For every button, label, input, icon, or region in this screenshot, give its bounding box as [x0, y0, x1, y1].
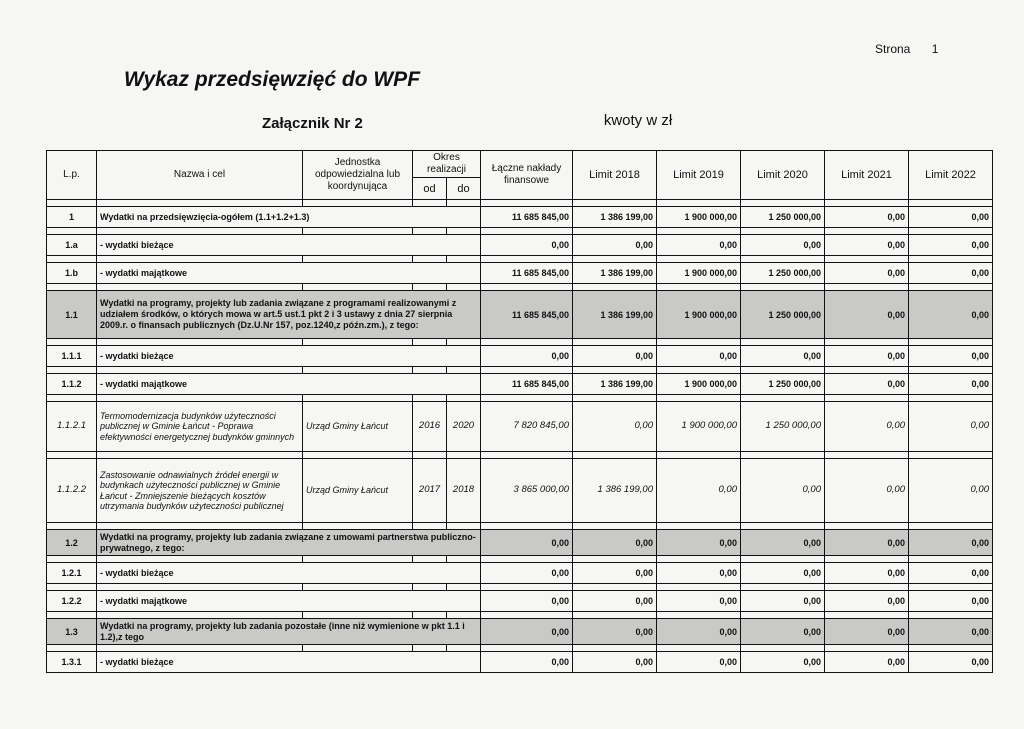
row-limit: 0,00	[741, 563, 825, 584]
spacer-cell	[481, 584, 573, 591]
row-limit: 0,00	[909, 591, 993, 612]
row-limit: 0,00	[825, 374, 909, 395]
header-limit-2018: Limit 2018	[573, 151, 657, 200]
spacer-cell	[481, 556, 573, 563]
spacer-cell	[447, 584, 481, 591]
spacer-cell	[413, 200, 447, 207]
row-limit: 1 900 000,00	[657, 374, 741, 395]
row-limit: 1 386 199,00	[573, 207, 657, 228]
spacer-cell	[909, 645, 993, 652]
spacer-cell	[573, 452, 657, 459]
spacer-cell	[909, 284, 993, 291]
spacer-cell	[97, 612, 303, 619]
spacer-cell	[413, 395, 447, 402]
row-name: Wydatki na programy, projekty lub zadania związane z umowami partnerstwa publiczno-prywatnego, z tego:	[97, 530, 481, 556]
spacer-cell	[481, 339, 573, 346]
spacer-cell	[47, 339, 97, 346]
spacer-cell	[481, 284, 573, 291]
spacer-cell	[573, 284, 657, 291]
spacer-cell	[573, 556, 657, 563]
header-to: do	[447, 178, 481, 200]
spacer-cell	[825, 645, 909, 652]
table-row	[47, 374, 993, 395]
spacer-cell	[97, 200, 303, 207]
row-limit: 0,00	[573, 346, 657, 367]
spacer-cell	[97, 523, 303, 530]
spacer-cell	[825, 523, 909, 530]
header-from: od	[413, 178, 447, 200]
row-spacer	[47, 556, 993, 563]
row-spacer	[47, 645, 993, 652]
spacer-cell	[97, 556, 303, 563]
row-limit: 0,00	[825, 652, 909, 673]
row-limit: 0,00	[741, 235, 825, 256]
spacer-cell	[825, 452, 909, 459]
row-limit: 0,00	[825, 591, 909, 612]
spacer-cell	[573, 339, 657, 346]
row-limit: 0,00	[657, 235, 741, 256]
row-lp: 1.b	[47, 263, 97, 284]
spacer-cell	[413, 612, 447, 619]
row-limit: 0,00	[741, 459, 825, 523]
spacer-cell	[657, 395, 741, 402]
spacer-cell	[657, 523, 741, 530]
row-lp: 1.3.1	[47, 652, 97, 673]
spacer-cell	[97, 452, 303, 459]
row-total: 0,00	[481, 652, 573, 673]
spacer-cell	[447, 256, 481, 263]
row-name: - wydatki majątkowe	[97, 591, 481, 612]
row-spacer	[47, 367, 993, 374]
spacer-cell	[825, 584, 909, 591]
spacer-cell	[573, 200, 657, 207]
row-limit: 0,00	[657, 459, 741, 523]
row-limit: 0,00	[825, 207, 909, 228]
table-row	[47, 235, 993, 256]
row-limit: 1 250 000,00	[741, 374, 825, 395]
row-from: 2016	[413, 402, 447, 452]
row-spacer	[47, 395, 993, 402]
row-limit: 0,00	[741, 652, 825, 673]
spacer-cell	[909, 395, 993, 402]
row-total: 11 685 845,00	[481, 263, 573, 284]
page-number-value: 1	[931, 42, 939, 56]
spacer-cell	[825, 339, 909, 346]
spacer-cell	[413, 452, 447, 459]
spacer-cell	[413, 228, 447, 235]
spacer-cell	[825, 284, 909, 291]
spacer-cell	[303, 523, 413, 530]
row-limit: 0,00	[825, 346, 909, 367]
row-limit: 0,00	[657, 619, 741, 645]
spacer-cell	[97, 339, 303, 346]
spacer-cell	[741, 556, 825, 563]
spacer-cell	[303, 584, 413, 591]
row-lp: 1.2.2	[47, 591, 97, 612]
row-total: 11 685 845,00	[481, 374, 573, 395]
table-row	[47, 459, 993, 523]
row-limit: 0,00	[825, 459, 909, 523]
spacer-cell	[825, 556, 909, 563]
row-limit: 1 386 199,00	[573, 459, 657, 523]
spacer-cell	[909, 523, 993, 530]
spacer-cell	[303, 612, 413, 619]
spacer-cell	[909, 256, 993, 263]
document-title: Wykaz przedsięwzięć do WPF	[124, 68, 421, 91]
row-limit: 0,00	[825, 619, 909, 645]
row-name: - wydatki bieżące	[97, 346, 481, 367]
row-limit: 0,00	[657, 346, 741, 367]
attachment-title: Załącznik Nr 2	[262, 115, 363, 132]
table-row	[47, 530, 993, 556]
spacer-cell	[657, 612, 741, 619]
header-total: Łączne nakłady finansowe	[481, 151, 573, 200]
spacer-cell	[825, 256, 909, 263]
spacer-cell	[909, 556, 993, 563]
row-to: 2018	[447, 459, 481, 523]
spacer-cell	[481, 200, 573, 207]
spacer-cell	[303, 256, 413, 263]
spacer-cell	[657, 452, 741, 459]
header-unit: Jednostka odpowiedzialna lub koordynująca	[303, 151, 413, 200]
spacer-cell	[741, 452, 825, 459]
table-row	[47, 291, 993, 339]
spacer-cell	[481, 256, 573, 263]
row-total: 11 685 845,00	[481, 207, 573, 228]
row-name: Zastosowanie odnawialnych źródeł energii w budynkach użyteczności publicznej w Gminie Łańcut - Zmniejszenie bieżących kosztów utrzymania budynków użyteczności publicznej	[97, 459, 303, 523]
spacer-cell	[657, 556, 741, 563]
spacer-cell	[303, 452, 413, 459]
spacer-cell	[47, 645, 97, 652]
row-name: - wydatki bieżące	[97, 235, 481, 256]
row-lp: 1.1.2.1	[47, 402, 97, 452]
spacer-cell	[97, 584, 303, 591]
table-row	[47, 563, 993, 584]
row-limit: 0,00	[909, 459, 993, 523]
spacer-cell	[741, 200, 825, 207]
spacer-cell	[303, 556, 413, 563]
row-name: - wydatki bieżące	[97, 652, 481, 673]
row-limit: 1 386 199,00	[573, 374, 657, 395]
spacer-cell	[413, 584, 447, 591]
spacer-cell	[303, 339, 413, 346]
unit-label: kwoty w zł	[603, 112, 673, 129]
page-number	[875, 42, 938, 56]
spacer-cell	[447, 228, 481, 235]
row-limit: 1 900 000,00	[657, 291, 741, 339]
row-limit: 0,00	[909, 374, 993, 395]
row-limit: 0,00	[909, 207, 993, 228]
header-limit-2019: Limit 2019	[657, 151, 741, 200]
table-row	[47, 346, 993, 367]
spacer-cell	[47, 284, 97, 291]
row-limit: 1 900 000,00	[657, 207, 741, 228]
spacer-cell	[447, 200, 481, 207]
row-name: Wydatki na programy, projekty lub zadania związane z programami realizowanymi z udziałem środków, o których mowa w art.5 ust.1 pkt 2 i 3 ustawy z dnia 27 sierpnia 2009.r. o finansach publicznych (Dz.U.Nr 157, poz.1240,z późn.zm.), z tego:	[97, 291, 481, 339]
row-limit: 1 900 000,00	[657, 263, 741, 284]
spacer-cell	[657, 367, 741, 374]
spacer-cell	[657, 584, 741, 591]
row-spacer	[47, 584, 993, 591]
spacer-cell	[97, 395, 303, 402]
row-limit: 0,00	[741, 619, 825, 645]
row-limit: 0,00	[909, 563, 993, 584]
spacer-cell	[657, 228, 741, 235]
spacer-cell	[741, 228, 825, 235]
row-spacer	[47, 228, 993, 235]
row-spacer	[47, 612, 993, 619]
spacer-cell	[481, 523, 573, 530]
row-limit: 0,00	[573, 619, 657, 645]
row-total: 11 685 845,00	[481, 291, 573, 339]
row-limit: 0,00	[657, 652, 741, 673]
spacer-cell	[481, 395, 573, 402]
row-lp: 1.2.1	[47, 563, 97, 584]
spacer-cell	[47, 395, 97, 402]
spacer-cell	[447, 284, 481, 291]
row-lp: 1.1.2.2	[47, 459, 97, 523]
row-limit: 0,00	[657, 530, 741, 556]
row-limit: 0,00	[825, 291, 909, 339]
row-total: 0,00	[481, 235, 573, 256]
row-limit: 0,00	[741, 591, 825, 612]
spacer-cell	[447, 645, 481, 652]
row-limit: 0,00	[657, 591, 741, 612]
spacer-cell	[909, 200, 993, 207]
spacer-cell	[303, 645, 413, 652]
row-total: 0,00	[481, 346, 573, 367]
row-total: 0,00	[481, 591, 573, 612]
spacer-cell	[413, 645, 447, 652]
spacer-cell	[825, 612, 909, 619]
spacer-cell	[741, 645, 825, 652]
row-spacer	[47, 452, 993, 459]
row-spacer	[47, 256, 993, 263]
spacer-cell	[657, 284, 741, 291]
row-limit: 0,00	[909, 619, 993, 645]
spacer-cell	[825, 200, 909, 207]
row-limit: 0,00	[657, 563, 741, 584]
row-limit: 0,00	[909, 291, 993, 339]
spacer-cell	[573, 395, 657, 402]
row-limit: 1 386 199,00	[573, 291, 657, 339]
spacer-cell	[573, 645, 657, 652]
row-name: - wydatki majątkowe	[97, 263, 481, 284]
spacer-cell	[47, 228, 97, 235]
spacer-cell	[447, 395, 481, 402]
spacer-cell	[97, 228, 303, 235]
row-limit: 1 900 000,00	[657, 402, 741, 452]
row-limit: 1 250 000,00	[741, 291, 825, 339]
row-lp: 1	[47, 207, 97, 228]
spacer-cell	[741, 612, 825, 619]
row-lp: 1.a	[47, 235, 97, 256]
spacer-cell	[303, 395, 413, 402]
spacer-cell	[909, 367, 993, 374]
row-unit: Urząd Gminy Łańcut	[303, 459, 413, 523]
row-spacer	[47, 284, 993, 291]
spacer-cell	[573, 612, 657, 619]
row-lp: 1.2	[47, 530, 97, 556]
spacer-cell	[909, 584, 993, 591]
spacer-cell	[741, 284, 825, 291]
spacer-cell	[97, 284, 303, 291]
row-total: 0,00	[481, 530, 573, 556]
spacer-cell	[47, 612, 97, 619]
row-limit: 0,00	[825, 263, 909, 284]
spacer-cell	[573, 228, 657, 235]
row-limit: 0,00	[909, 235, 993, 256]
spacer-cell	[97, 256, 303, 263]
row-to: 2020	[447, 402, 481, 452]
spacer-cell	[413, 523, 447, 530]
spacer-cell	[573, 584, 657, 591]
row-limit: 0,00	[909, 652, 993, 673]
row-limit: 0,00	[825, 235, 909, 256]
spacer-cell	[47, 584, 97, 591]
spacer-cell	[303, 228, 413, 235]
spacer-cell	[97, 645, 303, 652]
spacer-cell	[303, 367, 413, 374]
spacer-cell	[47, 452, 97, 459]
row-limit: 0,00	[741, 530, 825, 556]
spacer-cell	[481, 452, 573, 459]
header-name: Nazwa i cel	[97, 151, 303, 200]
row-limit: 0,00	[909, 402, 993, 452]
header-period: Okres realizacji	[413, 151, 481, 178]
row-limit: 1 386 199,00	[573, 263, 657, 284]
row-lp: 1.1.2	[47, 374, 97, 395]
row-limit: 0,00	[573, 591, 657, 612]
row-limit: 0,00	[909, 346, 993, 367]
row-limit: 1 250 000,00	[741, 263, 825, 284]
spacer-cell	[909, 612, 993, 619]
spacer-cell	[47, 523, 97, 530]
row-spacer	[47, 200, 993, 207]
spacer-cell	[303, 284, 413, 291]
table-body	[47, 200, 993, 673]
spacer-cell	[481, 612, 573, 619]
spacer-cell	[47, 256, 97, 263]
table-row	[47, 591, 993, 612]
row-name: Termomodernizacja budynków użyteczności publicznej w Gminie Łańcut - Poprawa efektywności energetycznej budynków gminnych	[97, 402, 303, 452]
spacer-cell	[481, 367, 573, 374]
spacer-cell	[573, 523, 657, 530]
spacer-cell	[47, 367, 97, 374]
spacer-cell	[657, 200, 741, 207]
spacer-cell	[573, 367, 657, 374]
header-limit-2022: Limit 2022	[909, 151, 993, 200]
row-lp: 1.3	[47, 619, 97, 645]
spacer-cell	[909, 339, 993, 346]
spacer-cell	[909, 228, 993, 235]
spacer-cell	[447, 523, 481, 530]
spacer-cell	[413, 367, 447, 374]
spacer-cell	[657, 339, 741, 346]
spacer-cell	[447, 367, 481, 374]
row-limit: 0,00	[825, 530, 909, 556]
spacer-cell	[481, 228, 573, 235]
row-limit: 0,00	[573, 563, 657, 584]
table-row	[47, 263, 993, 284]
header-limit-2021: Limit 2021	[825, 151, 909, 200]
row-name: Wydatki na przedsięwzięcia-ogółem (1.1+1.2+1.3)	[97, 207, 481, 228]
page-label: Strona	[875, 42, 911, 56]
header-lp: L.p.	[47, 151, 97, 200]
spacer-cell	[413, 339, 447, 346]
spacer-cell	[657, 645, 741, 652]
spacer-cell	[825, 367, 909, 374]
row-limit: 0,00	[573, 235, 657, 256]
row-limit: 0,00	[825, 563, 909, 584]
table-row	[47, 652, 993, 673]
row-spacer	[47, 523, 993, 530]
row-limit: 0,00	[909, 263, 993, 284]
row-from: 2017	[413, 459, 447, 523]
spacer-cell	[447, 612, 481, 619]
row-limit: 1 250 000,00	[741, 207, 825, 228]
table-row	[47, 402, 993, 452]
spacer-cell	[481, 645, 573, 652]
header-limit-2020: Limit 2020	[741, 151, 825, 200]
row-total: 3 865 000,00	[481, 459, 573, 523]
spacer-cell	[447, 556, 481, 563]
row-total: 0,00	[481, 619, 573, 645]
spacer-cell	[741, 523, 825, 530]
spacer-cell	[47, 200, 97, 207]
spacer-cell	[909, 452, 993, 459]
spacer-cell	[447, 452, 481, 459]
spacer-cell	[97, 367, 303, 374]
row-total: 7 820 845,00	[481, 402, 573, 452]
row-limit: 0,00	[909, 530, 993, 556]
row-limit: 0,00	[573, 530, 657, 556]
row-name: - wydatki majątkowe	[97, 374, 481, 395]
spacer-cell	[741, 395, 825, 402]
spacer-cell	[741, 367, 825, 374]
row-lp: 1.1.1	[47, 346, 97, 367]
row-unit: Urząd Gminy Łańcut	[303, 402, 413, 452]
spacer-cell	[825, 228, 909, 235]
row-name: - wydatki bieżące	[97, 563, 481, 584]
spacer-cell	[413, 284, 447, 291]
projects-table	[46, 150, 993, 673]
row-spacer	[47, 339, 993, 346]
row-name: Wydatki na programy, projekty lub zadania pozostałe (inne niż wymienione w pkt 1.1 i 1.2),z tego	[97, 619, 481, 645]
spacer-cell	[741, 584, 825, 591]
row-limit: 0,00	[573, 652, 657, 673]
spacer-cell	[825, 395, 909, 402]
row-limit: 0,00	[825, 402, 909, 452]
table-row	[47, 619, 993, 645]
spacer-cell	[303, 200, 413, 207]
spacer-cell	[741, 339, 825, 346]
spacer-cell	[413, 256, 447, 263]
spacer-cell	[447, 339, 481, 346]
row-limit: 0,00	[741, 346, 825, 367]
table-row	[47, 207, 993, 228]
row-limit: 1 250 000,00	[741, 402, 825, 452]
spacer-cell	[657, 256, 741, 263]
spacer-cell	[573, 256, 657, 263]
row-lp: 1.1	[47, 291, 97, 339]
spacer-cell	[47, 556, 97, 563]
row-total: 0,00	[481, 563, 573, 584]
spacer-cell	[741, 256, 825, 263]
spacer-cell	[413, 556, 447, 563]
row-limit: 0,00	[573, 402, 657, 452]
